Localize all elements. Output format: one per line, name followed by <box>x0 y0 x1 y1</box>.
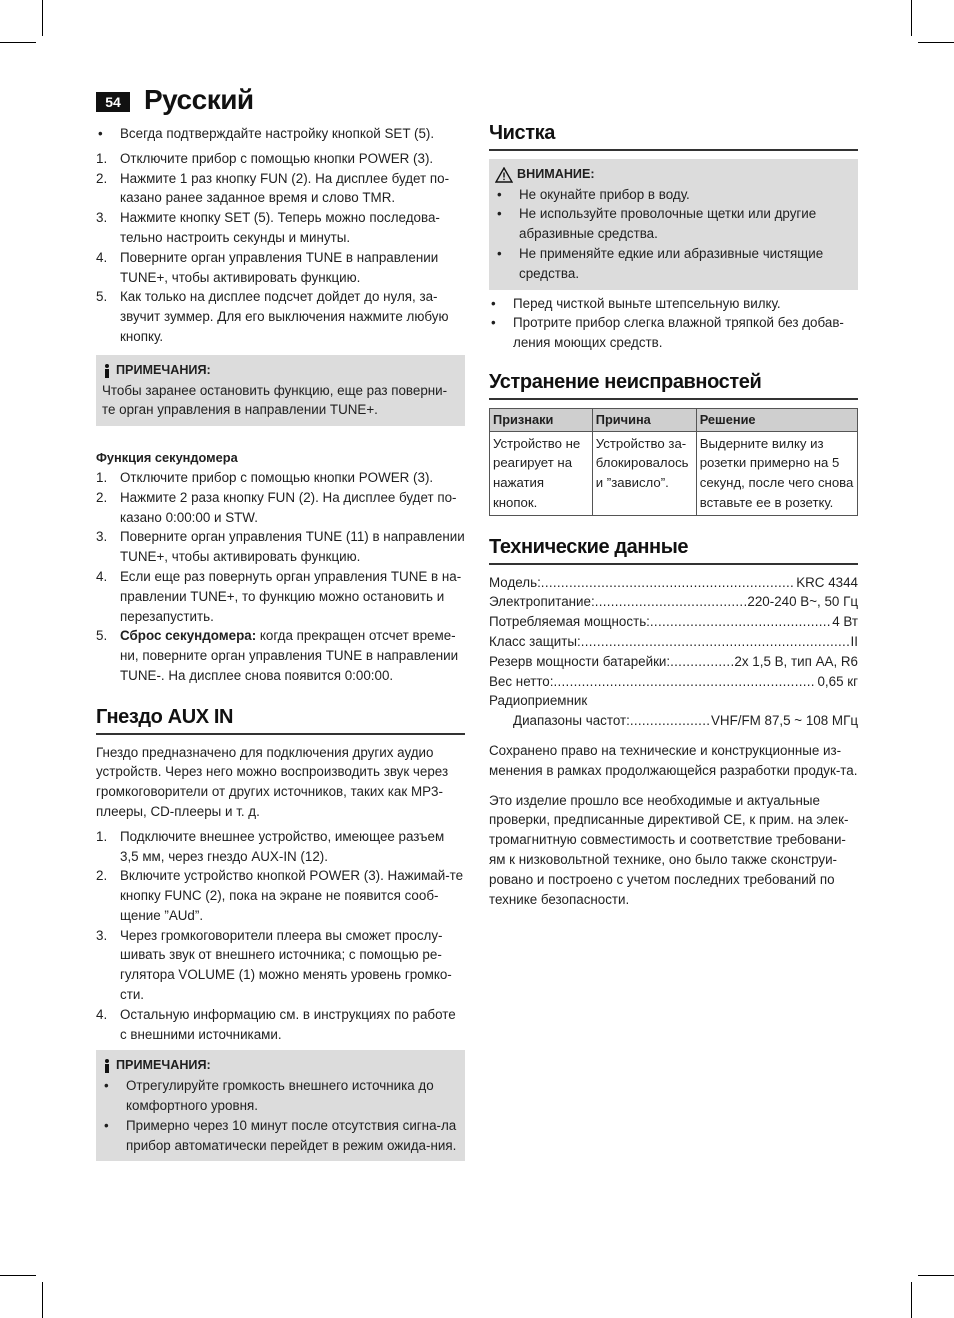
list-item: 1. Отключите прибор с помощью кнопки POWER (3). <box>96 469 434 485</box>
spec-row: Электропитание: ..... 220-240 В~, 50 Гц <box>489 592 858 612</box>
note-text: Чтобы заранее остановить функцию, еще раз поверни-те орган управления в направлении TUNE+. <box>102 382 448 418</box>
info-icon <box>102 1059 112 1073</box>
table-cell: Устройство за-блокировалось и ”зависло”. <box>592 431 696 515</box>
info-icon <box>102 364 112 378</box>
list-item: • Протрите прибор слегка влажной тряпкой без добав-ления моющих средств. <box>491 315 844 351</box>
specs-paragraph: Сохранено право на технические и конструкционные из-менения в рамках продолжающейся разработки продук-та. <box>489 742 858 778</box>
page-number: 54 <box>96 92 130 112</box>
warning-icon <box>495 167 513 183</box>
spec-row: Вес нетто: ..... 0,65 кг <box>489 672 858 692</box>
list-item: • Не применяйте едкие или абразивные чистящие средства. <box>497 245 824 281</box>
specs-paragraph: Это изделие прошло все необходимые и актуальные проверки, предписанные директивой CE, к прим. на элек-тромагнитную совместимость и соответствие требовани-ям к низковольтной технике, оно было также сконструи-ровано и построено с учетом последних требований по технике безопасности. <box>489 792 849 907</box>
timer-steps <box>96 149 465 347</box>
list-item: 1. Отключите прибор с помощью кнопки POWER (3). <box>96 150 434 166</box>
list-item: • Всегда подтверждайте настройку кнопкой SET (5). <box>98 126 435 141</box>
right-column <box>489 124 858 909</box>
aux-intro: Гнездо предназначено для подключения других аудио устройств. Через него можно воспроизводить звук через громкоговорители от других источников, таких как MP3-плееры, CD-плееры и т. д. <box>96 744 449 819</box>
crop-mark <box>42 1282 43 1318</box>
list-item: 2. Нажмите 2 раза кнопку FUN (2). На дисплее будет по-казано 0:00:00 и STW. <box>96 489 457 525</box>
table-header-row <box>490 408 858 431</box>
table-row <box>490 431 858 515</box>
table-header: Причина <box>592 408 696 431</box>
warning-box: ВНИМАНИЕ: • Не окунайте прибор в воду. • Не используйте проволочные щетки или другие абразивные средства. • Не применяйте едкие или абразивные чистящие средства. <box>489 159 858 290</box>
list-item: 2. Нажмите 1 раз кнопку FUN (2). На дисплее будет по-казано ранее заданное время и слово TMR. <box>96 170 450 206</box>
aux-section-title: Гнездо AUX IN <box>96 708 465 735</box>
list-item: 5. Сброс секундомера: когда прекращен отсчет време-ни, поверните орган управления TUNE в направлении TUNE-. На дисплее снова появится 0:00:00. <box>96 628 459 683</box>
table-cell: Устройство не реагирует на нажатия кнопок. <box>490 431 593 515</box>
stopwatch-steps <box>96 468 465 686</box>
spec-row: Модель: ..... KRC 4344 <box>489 573 858 593</box>
list-item: 2. Включите устройство кнопкой POWER (3). Нажимай-те кнопку FUNC (2), пока на экране не появится сооб-щение ”AUd”. <box>96 868 464 923</box>
list-item: • Перед чисткой выньте штепсельную вилку. <box>491 295 781 311</box>
spec-row: Потребляемая мощность: ..... 4 Вт <box>489 612 858 632</box>
crop-mark <box>911 1282 912 1318</box>
list-item: • Примерно через 10 минут после отсутствия сигна-ла прибор автоматически перейдет в режим ожида-ния. <box>104 1117 457 1153</box>
crop-mark <box>918 42 954 43</box>
left-column <box>96 124 465 1161</box>
specs-list <box>489 573 858 731</box>
crop-mark <box>0 1275 36 1276</box>
note-box: ПРИМЕЧАНИЯ: Чтобы заранее остановить функцию, еще раз поверни-те орган управления в направлении TUNE+. <box>96 355 465 426</box>
specs-section-title: Технические данные <box>489 538 858 565</box>
spec-row: Класс защиты: ..... II <box>489 632 858 652</box>
table-header: Решение <box>696 408 857 431</box>
table-cell: Выдерните вилку из розетки примерно на 5 секунд, после чего снова вставьте ее в розетку. <box>696 431 857 515</box>
list-item: 3. Нажмите кнопку SET (5). Теперь можно последова-тельно настроить секунды и минуты. <box>96 210 440 245</box>
stopwatch-heading: Функция секундомера <box>96 450 238 466</box>
troubleshooting-table <box>489 408 858 516</box>
table-header: Признаки <box>490 408 593 431</box>
list-item: 1. Подключите внешнее устройство, имеющее разъем 3,5 мм, через гнездо AUX-IN (12). <box>96 828 445 864</box>
crop-mark <box>911 0 912 36</box>
crop-mark <box>42 0 43 36</box>
list-item: 4. Поверните орган управления TUNE в направлении TUNE+, чтобы активировать функцию. <box>96 249 439 285</box>
page-title: Русский <box>144 84 254 115</box>
list-item: • Не окунайте прибор в воду. <box>497 186 690 202</box>
aux-steps <box>96 827 465 1045</box>
list-item: 4. Если еще раз повернуть орган управления TUNE в на-правлении TUNE+, то функцию можно остановить и перезапустить. <box>96 568 462 624</box>
crop-mark <box>918 1275 954 1276</box>
list-item: 3. Поверните орган управления TUNE (11) в направлении TUNE+, чтобы активировать функцию. <box>96 529 465 565</box>
troubleshooting-section-title: Устранение неисправностей <box>489 373 858 400</box>
list-item: 5. Как только на дисплее подсчет дойдет до нуля, за-звучит зуммер. Для его выключения нажмите любую кнопку. <box>96 289 449 344</box>
crop-mark <box>0 42 36 43</box>
cleaning-section-title: Чистка <box>489 124 858 151</box>
list-item: • Отрегулируйте громкость внешнего источника до комфортного уровня. <box>104 1078 434 1114</box>
spec-row: Диапазоны частот: ..... VHF/FM 87,5 ~ 108 МГц <box>489 711 858 731</box>
list-item: • Не используйте проволочные щетки или другие абразивные средства. <box>497 206 817 242</box>
list-item: 4. Остальную информацию см. в инструкциях по работе с внешними источниками. <box>96 1006 456 1042</box>
radio-label: Радиоприемник <box>489 693 588 709</box>
list-item: 3. Через громкоговорители плеера вы сможет прослу-шивать звук от внешнего источника; с помощью ре-гулятора VOLUME (1) можно менять уровень громко-сти. <box>96 927 452 1003</box>
spec-row: Резерв мощности батарейки: ..... 2x 1,5 В, тип AA, R6 <box>489 652 858 672</box>
note-box: ПРИМЕЧАНИЯ: • Отрегулируйте громкость внешнего источника до комфортного уровня. • Примерно через 10 минут после отсутствия сигна-ла прибор автоматически перейдет в режим ожида-ния. <box>96 1050 465 1161</box>
